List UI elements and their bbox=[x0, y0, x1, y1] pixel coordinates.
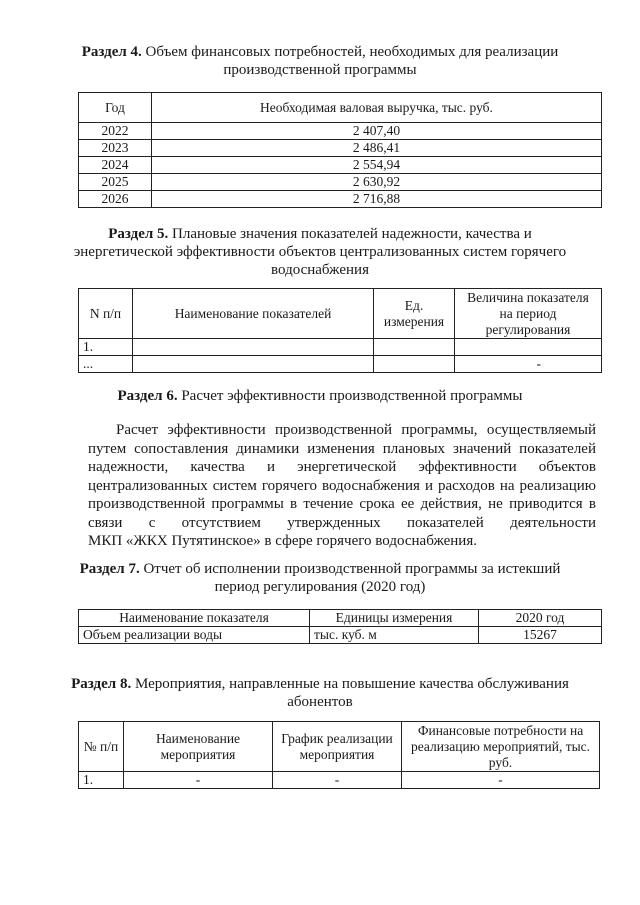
table-row bbox=[79, 191, 602, 208]
table-header-row bbox=[79, 722, 600, 772]
year-cell: 2022 bbox=[79, 123, 152, 140]
unit-cell bbox=[374, 339, 455, 356]
num-cell: 1. bbox=[79, 339, 133, 356]
section5-label: Раздел 5. bbox=[108, 226, 169, 242]
paragraph-line: Расчет эффективности производственной программы, осуществляемый bbox=[116, 422, 596, 438]
section4-table bbox=[78, 92, 602, 208]
year-cell: 2024 bbox=[79, 157, 152, 174]
col-finance-header: Финансовые потребности на реализацию мероприятий, тыс. руб. bbox=[402, 722, 600, 772]
section5-title-line1: Плановые значения показателей надежности, качества и bbox=[172, 226, 532, 242]
col-unit-header: Ед. измерения bbox=[374, 289, 455, 339]
year-cell: 2026 bbox=[79, 191, 152, 208]
indicator-value-cell: 15267 bbox=[479, 627, 602, 644]
schedule-cell: - bbox=[273, 772, 402, 789]
col-num-header: № п/п bbox=[79, 722, 124, 772]
paragraph-line: надежности, качества и энергетической эффективности объектов bbox=[88, 459, 596, 475]
unit-cell bbox=[374, 356, 455, 373]
section5-title-line3: водоснабжения bbox=[271, 262, 369, 278]
col-num-header: N п/п bbox=[79, 289, 133, 339]
section6-title: Расчет эффективности производственной программы bbox=[181, 388, 523, 404]
paragraph-line: путем сопоставления динамики изменения плановых значений показателей bbox=[88, 440, 596, 457]
name-cell: - bbox=[124, 772, 273, 789]
table-row bbox=[79, 140, 602, 157]
section5-table bbox=[78, 288, 602, 373]
table-row bbox=[79, 174, 602, 191]
col-value-header: Величина показателя на период регулирования bbox=[455, 289, 602, 339]
section8-heading bbox=[0, 675, 640, 711]
table-row bbox=[79, 627, 602, 644]
section6-heading bbox=[0, 387, 640, 405]
section8-title-line1: Мероприятия, направленные на повышение качества обслуживания bbox=[134, 676, 569, 692]
section5-heading bbox=[0, 225, 640, 279]
value-cell bbox=[455, 339, 602, 356]
revenue-cell: 2 407,40 bbox=[152, 123, 602, 140]
section8-table bbox=[78, 721, 600, 789]
section8-label: Раздел 8. bbox=[71, 676, 132, 692]
section4-heading bbox=[0, 43, 640, 79]
col-name-header: Наименование мероприятия bbox=[124, 722, 273, 772]
revenue-cell: 2 486,41 bbox=[152, 140, 602, 157]
section7-table bbox=[78, 609, 602, 644]
section7-title-line1: Отчет об исполнении производственной программы за истекший bbox=[143, 561, 561, 577]
revenue-cell: 2 630,92 bbox=[152, 174, 602, 191]
section4-title-line2: производственной программы bbox=[223, 62, 417, 78]
section7-heading bbox=[0, 560, 640, 596]
paragraph-line: централизованных систем горячего водоснабжения и расходов на реализацию bbox=[88, 477, 596, 494]
section8-title-line2: абонентов bbox=[287, 694, 353, 710]
table-row bbox=[79, 339, 602, 356]
paragraph-line: производственной программы в течение срока ее действия, не приводится в bbox=[88, 496, 596, 512]
table-header-row bbox=[79, 289, 602, 339]
col-year-header: Год bbox=[79, 93, 152, 123]
paragraph-line: связи с отсутствием утвержденных показателей деятельности bbox=[88, 514, 596, 531]
col-unit-header: Единицы измерения bbox=[310, 610, 479, 627]
section6-paragraph bbox=[88, 421, 596, 551]
indicator-name-cell: Объем реализации воды bbox=[79, 627, 310, 644]
year-cell: 2025 bbox=[79, 174, 152, 191]
year-cell: 2023 bbox=[79, 140, 152, 157]
table-row bbox=[79, 157, 602, 174]
num-cell: ... bbox=[79, 356, 133, 373]
table-row bbox=[79, 123, 602, 140]
name-cell bbox=[133, 339, 374, 356]
num-cell: 1. bbox=[79, 772, 124, 789]
table-row bbox=[79, 772, 600, 789]
indicator-unit-cell: тыс. куб. м bbox=[310, 627, 479, 644]
finance-cell: - bbox=[402, 772, 600, 789]
section7-title-line2: период регулирования (2020 год) bbox=[214, 579, 426, 595]
col-schedule-header: График реализации мероприятия bbox=[273, 722, 402, 772]
revenue-cell: 2 554,94 bbox=[152, 157, 602, 174]
table-row bbox=[79, 356, 602, 373]
section4-title-line1: Объем финансовых потребностей, необходимых для реализации bbox=[145, 44, 559, 60]
section7-label: Раздел 7. bbox=[79, 561, 140, 577]
section5-title-line2: энергетической эффективности объектов централизованных систем горячего bbox=[73, 244, 567, 260]
table-header-row bbox=[79, 610, 602, 627]
col-revenue-header: Необходимая валовая выручка, тыс. руб. bbox=[152, 93, 602, 123]
revenue-cell: 2 716,88 bbox=[152, 191, 602, 208]
section6-label: Раздел 6. bbox=[117, 388, 178, 404]
value-cell: - bbox=[455, 356, 602, 373]
col-name-header: Наименование показателей bbox=[133, 289, 374, 339]
col-name-header: Наименование показателя bbox=[79, 610, 310, 627]
section4-label: Раздел 4. bbox=[81, 44, 142, 60]
name-cell bbox=[133, 356, 374, 373]
table-header-row bbox=[79, 93, 602, 123]
col-year-header: 2020 год bbox=[479, 610, 602, 627]
paragraph-line: МКП «ЖКХ Путятинское» в сфере горячего водоснабжения. bbox=[88, 533, 477, 549]
